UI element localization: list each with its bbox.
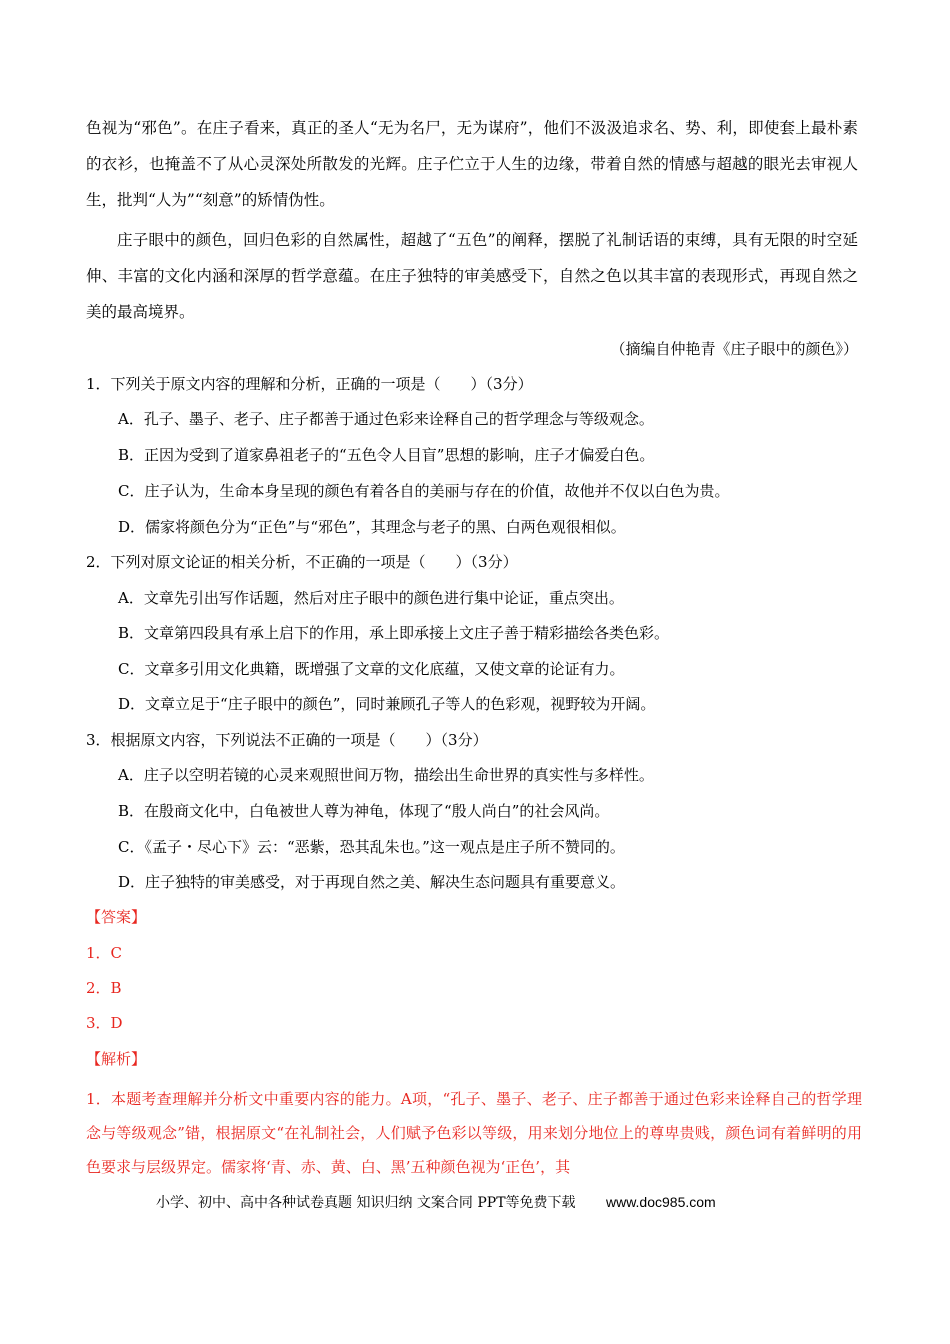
footer-url[interactable]: www.doc985.com: [605, 1194, 716, 1210]
analysis-text: 1．本题考查理解并分析文中重要内容的能力。A项，“孔子、墨子、老子、庄子都善于通过色彩来诠释自己的哲学理念与等级观念”错，根据原文“在礼制社会，人们赋予色彩以等级，用来划分地位上的尊卑贵贱，颜色词有着鲜明的用色要求与层级界定。儒家将‘青、赤、黄、白、黑’五种颜色视为‘正色’，其: [86, 1090, 862, 1176]
question-stem: 2．下列对原文论证的相关分析，不正确的一项是（ ）（3分）: [86, 553, 518, 571]
option-b: B．文章第四段具有承上启下的作用，承上即承接上文庄子善于精彩描绘各类色彩。: [118, 624, 670, 642]
option-b: B．正因为受到了道家鼻祖老子的“五色令人目盲”思想的影响，庄子才偏爱白色。: [118, 446, 655, 464]
option-b: B．在殷商文化中，白龟被世人尊为神龟，体现了“殷人尚白”的社会风尚。: [118, 802, 610, 820]
option-d: D．儒家将颜色分为“正色”与“邪色”，其理念与老子的黑、白两色观很相似。: [118, 518, 626, 536]
answer-item-3: 3．D: [86, 1014, 123, 1032]
passage-source: （摘编自仲艳青《庄子眼中的颜色》）: [610, 340, 858, 358]
option-d: D．文章立足于“庄子眼中的颜色”，同时兼顾孔子等人的色彩观，视野较为开阔。: [118, 695, 656, 713]
option-a: A．文章先引出写作话题，然后对庄子眼中的颜色进行集中论证，重点突出。: [118, 589, 624, 607]
footer-text: 小学、初中、高中各种试卷真题 知识归纳 文案合同 PPT等免费下载: [156, 1195, 576, 1211]
passage-paragraph-1: 色视为“邪色”。在庄子看来，真正的圣人“无为名尸，无为谋府”，他们不汲汲追求名、势、利，即使套上最朴素的衣衫，也掩盖不了从心灵深处所散发的光辉。庄子伫立于人生的边缘，带着自然的情感与超越的眼光去审视人生，批判“人为”“刻意”的矫情伪性。: [86, 119, 858, 209]
option-a: A．庄子以空明若镜的心灵来观照世间万物，描绘出生命世界的真实性与多样性。: [118, 766, 654, 784]
analysis-label: 【解析】: [86, 1050, 147, 1068]
answer-item-1: 1．C: [86, 944, 123, 962]
option-c: C．《孟子・尽心下》云：“恶紫，恐其乱朱也。”这一观点是庄子所不赞同的。: [118, 838, 625, 856]
question-stem: 3．根据原文内容，下列说法不正确的一项是（ ）（3分）: [86, 731, 488, 749]
question-stem: 1．下列关于原文内容的理解和分析，正确的一项是（ ）（3分）: [86, 375, 533, 393]
answer-item-2: 2．B: [86, 979, 122, 997]
passage-paragraph-2: 庄子眼中的颜色，回归色彩的自然属性，超越了“五色”的阐释，摆脱了礼制话语的束缚，具有无限的时空延伸、丰富的文化内涵和深厚的哲学意蕴。在庄子独特的审美感受下，自然之色以其丰富的表现形式，再现自然之美的最高境界。: [86, 231, 858, 321]
answer-label: 【答案】: [86, 908, 147, 926]
option-a: A．孔子、墨子、老子、庄子都善于通过色彩来诠释自己的哲学理念与等级观念。: [118, 410, 654, 428]
option-d: D．庄子独特的审美感受，对于再现自然之美、解决生态问题具有重要意义。: [118, 873, 626, 891]
option-c: C．文章多引用文化典籍，既增强了文章的文化底蕴，又使文章的论证有力。: [118, 660, 625, 678]
option-c: C．庄子认为，生命本身呈现的颜色有着各自的美丽与存在的价值，故他并不仅以白色为贵。: [118, 482, 730, 500]
page-footer: [156, 1192, 716, 1213]
